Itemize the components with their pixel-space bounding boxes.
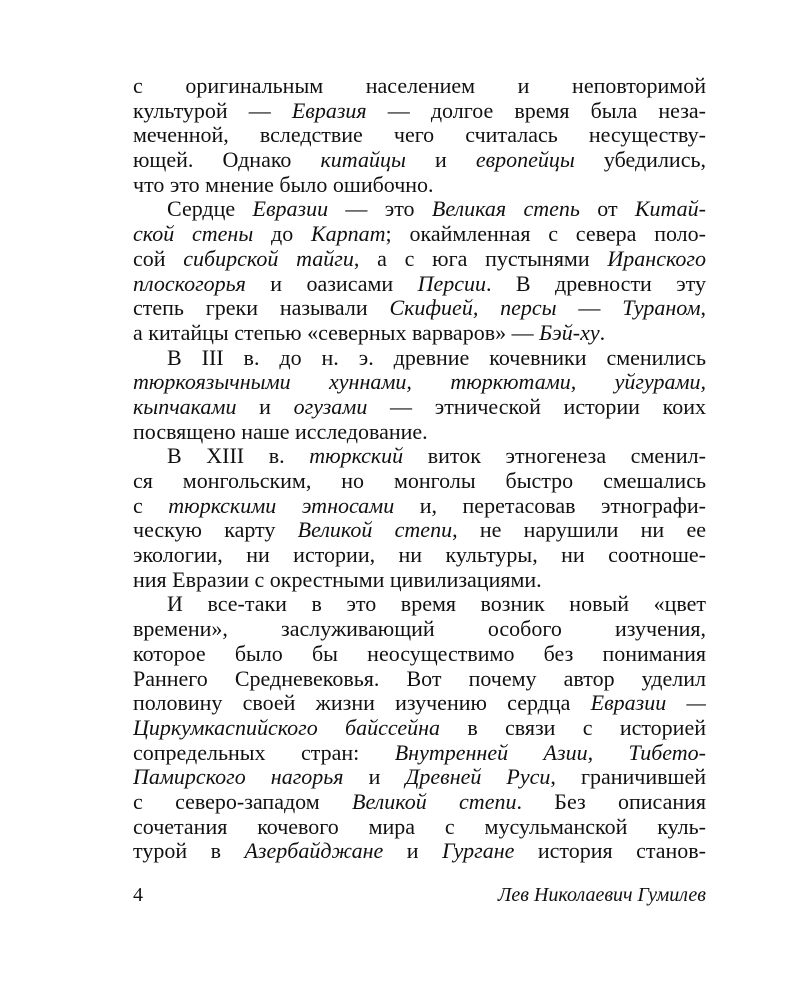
- italic-text-segment: Памирского нагорья: [133, 765, 344, 790]
- text-segment: ческую карту: [133, 518, 298, 543]
- text-segment: с оригинальным населением и неповторимой: [133, 74, 706, 98]
- text-segment: Сердце: [167, 197, 253, 222]
- text-line: [133, 197, 706, 222]
- italic-text-segment: китайцы: [320, 148, 406, 173]
- text-line: [133, 296, 706, 321]
- text-line: [133, 444, 706, 469]
- text-segment: , граничившей: [550, 765, 706, 790]
- italic-text-segment: Бэй-ху: [539, 320, 600, 345]
- text-segment: турой в: [133, 839, 245, 864]
- italic-text-segment: Гургане: [442, 839, 515, 864]
- text-segment: с северо-западом: [133, 789, 352, 814]
- italic-text-segment: огузами: [293, 394, 368, 419]
- text-line: [133, 99, 706, 124]
- italic-text-segment: тюркский: [309, 444, 404, 469]
- text-line: [133, 765, 706, 790]
- text-segment: ; окаймленная с севера поло-: [385, 222, 706, 247]
- text-segment: ся монгольским, но монголы быстро смешались: [133, 469, 706, 493]
- text-segment: ,: [700, 296, 706, 321]
- text-line: [133, 543, 706, 568]
- text-line: [133, 321, 706, 346]
- italic-text-segment: Скифией, персы: [389, 296, 557, 321]
- text-segment: В XIII в.: [167, 444, 310, 469]
- text-segment: Раннего Средневековья. Вот почему автор уделил: [133, 666, 706, 691]
- italic-text-segment: Великая степь: [431, 197, 580, 222]
- text-segment: половину своей жизни изучению сердца: [133, 691, 591, 716]
- text-segment: экологии, ни истории, ни культуры, ни соотноше-: [133, 543, 706, 568]
- text-segment: от: [579, 197, 635, 222]
- italic-text-segment: Евразии: [252, 197, 329, 222]
- text-segment: в связи с историей: [440, 715, 706, 740]
- italic-text-segment: Тураном: [622, 296, 701, 321]
- text-segment: и: [236, 394, 294, 419]
- italic-text-segment: Иранского: [607, 246, 706, 271]
- italic-text-segment: Азербайджане: [244, 839, 384, 864]
- text-line: [133, 592, 706, 617]
- italic-text-segment: Циркумкаспийского байссейна: [133, 715, 441, 740]
- text-line: [133, 173, 706, 198]
- text-line: [133, 272, 706, 297]
- text-line: [133, 346, 706, 371]
- text-segment: , не нарушили ни ее: [452, 518, 706, 543]
- text-segment: и, перетасовав этнографи-: [394, 493, 706, 518]
- text-segment: меченной, вследствие чего считалась несуществу-: [133, 123, 706, 148]
- text-line: [133, 247, 706, 272]
- text-line: [133, 667, 706, 692]
- text-line: [133, 790, 706, 815]
- text-segment: — этнической истории коих: [367, 394, 706, 419]
- text-segment: и: [405, 148, 476, 173]
- italic-text-segment: Великой степи: [297, 518, 453, 543]
- text-line: [133, 617, 706, 642]
- italic-text-segment: ской стены: [133, 222, 254, 247]
- text-segment: ющей. Однако: [133, 148, 321, 173]
- text-segment: . Без описания: [516, 789, 706, 814]
- text-segment: с: [133, 493, 169, 518]
- text-line: [133, 420, 706, 445]
- page-number: 4: [133, 884, 143, 906]
- italic-text-segment: Евразия: [291, 98, 367, 123]
- text-segment: и: [383, 839, 443, 864]
- text-segment: культурой —: [133, 98, 292, 123]
- text-segment: ния Евразии с окрестными цивилизациями.: [133, 567, 542, 592]
- text-segment: посвящено наше исследование.: [133, 419, 428, 444]
- text-segment: виток этногенеза сменил-: [403, 444, 706, 469]
- text-segment: —: [556, 296, 623, 321]
- text-line: [133, 370, 706, 395]
- italic-text-segment: плоскогорья: [133, 271, 246, 296]
- text-segment: .: [599, 320, 606, 345]
- italic-text-segment: тюркскими этносами: [168, 493, 395, 518]
- text-segment: , а с юга пустынями: [353, 246, 608, 271]
- text-line: [133, 222, 706, 247]
- text-line: [133, 741, 706, 766]
- text-line: [133, 518, 706, 543]
- italic-text-segment: Персии: [417, 271, 487, 296]
- text-segment: а китайцы степью «северных варваров» —: [133, 320, 540, 345]
- text-line: [133, 642, 706, 667]
- italic-text-segment: Древней Руси: [405, 765, 551, 790]
- italic-text-segment: Карпат: [311, 222, 386, 247]
- page-footer: [133, 882, 706, 908]
- text-segment: убедились,: [574, 148, 706, 173]
- text-line: [133, 494, 706, 519]
- italic-text-segment: Китай-: [634, 197, 706, 222]
- text-segment: которое было бы неосуществимо без понимания: [133, 641, 706, 666]
- text-segment: . В древности эту: [486, 271, 706, 296]
- text-line: [133, 123, 706, 148]
- text-line: [133, 839, 706, 864]
- text-segment: история станов-: [514, 839, 706, 864]
- text-segment: и: [343, 765, 406, 790]
- italic-text-segment: Великой степи: [352, 789, 517, 814]
- text-segment: до: [253, 222, 312, 247]
- text-line: [133, 815, 706, 840]
- italic-text-segment: европейцы: [475, 148, 575, 173]
- text-segment: времени», заслуживающий особого изучения,: [133, 617, 706, 642]
- text-line: [133, 716, 706, 741]
- text-line: [133, 74, 706, 99]
- text-line: [133, 469, 706, 494]
- text-segment: — это: [328, 197, 432, 222]
- italic-text-segment: тюркоязычными хуннами, тюркютами, уйгурами,: [133, 370, 706, 395]
- text-segment: — долгое время была неза-: [366, 98, 706, 123]
- text-segment: степь греки называли: [133, 296, 390, 321]
- text-segment: В III в. до н. э. древние кочевники сменились: [167, 345, 706, 370]
- body-text: [133, 74, 706, 864]
- text-line: [133, 568, 706, 593]
- text-segment: и оазисами: [245, 271, 418, 296]
- italic-text-segment: сибирской тайги: [183, 246, 354, 271]
- italic-text-segment: кыпчаками: [133, 394, 237, 419]
- text-line: [133, 691, 706, 716]
- text-segment: И все-таки в это время возник новый «цвет: [167, 592, 706, 617]
- running-title: Лев Николаевич Гумилев: [497, 884, 706, 906]
- text-segment: сопредельных стран:: [133, 740, 395, 765]
- italic-text-segment: Внутренней Азии, Тибето-: [394, 740, 706, 765]
- text-line: [133, 395, 706, 420]
- text-segment: сой: [133, 246, 184, 271]
- text-segment: сочетания кочевого мира с мусульманской куль-: [133, 814, 706, 839]
- italic-text-segment: Евразии —: [590, 691, 706, 716]
- text-segment: что это мнение было ошибочно.: [133, 172, 434, 197]
- text-line: [133, 148, 706, 173]
